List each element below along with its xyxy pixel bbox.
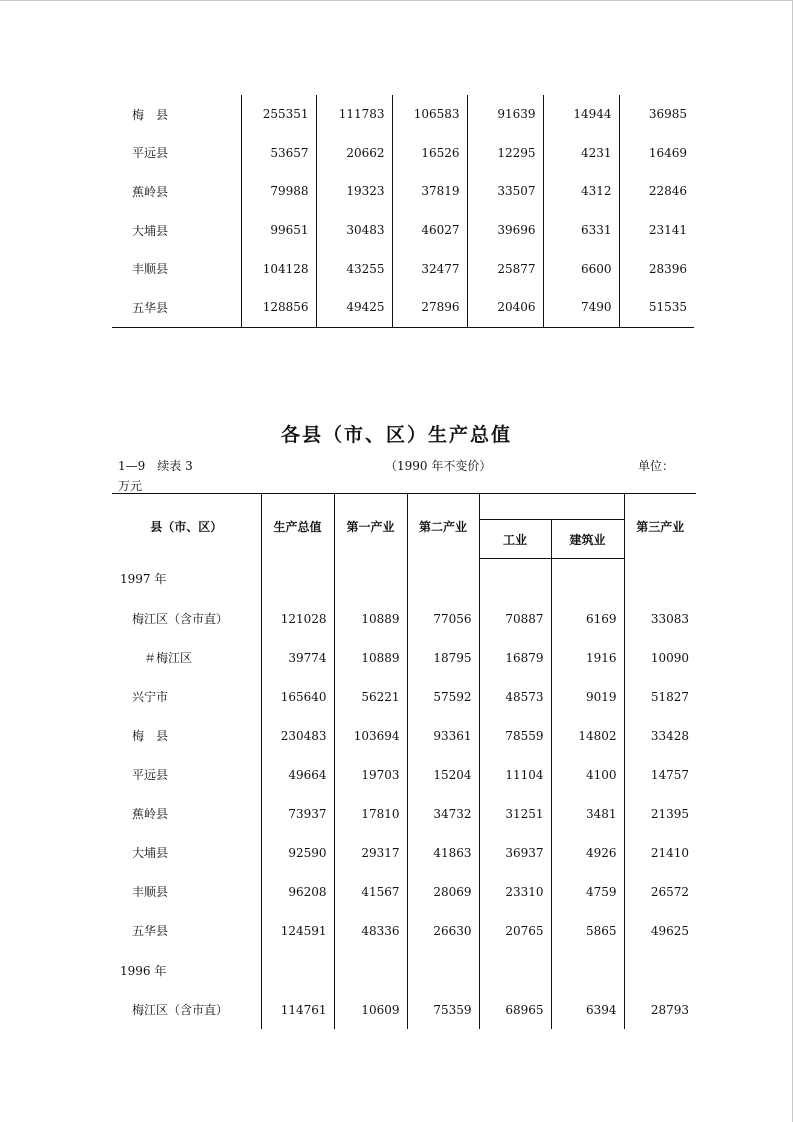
cell-value: 22846	[619, 172, 694, 211]
table-row	[112, 677, 696, 716]
empty-cell	[479, 950, 551, 990]
cell-value: 46027	[392, 211, 467, 250]
row-name: 平远县	[132, 768, 169, 782]
table-row	[112, 288, 694, 327]
cell-value: 96208	[261, 872, 334, 911]
cell-value: 4312	[543, 172, 619, 211]
empty-cell	[261, 950, 334, 990]
cell-value: 91639	[467, 95, 543, 134]
cell-value: 3481	[551, 794, 624, 833]
cell-value: 28396	[619, 249, 694, 288]
cell-value: 51827	[624, 677, 696, 716]
cell-value: 39774	[261, 638, 334, 677]
cell-value: 28793	[624, 990, 696, 1029]
cell-value: 6331	[543, 211, 619, 250]
page-title: 各县（市、区）生产总值	[280, 424, 512, 446]
cell-value: 5865	[551, 911, 624, 950]
cell-value: 26572	[624, 872, 696, 911]
empty-cell	[479, 559, 551, 600]
table-row	[112, 249, 694, 288]
cell-value: 36985	[619, 95, 694, 134]
row-name: 兴宁市	[132, 690, 169, 704]
cell-value: 10889	[334, 599, 407, 638]
cell-value: 70887	[479, 599, 551, 638]
gdp-table	[112, 493, 696, 1029]
row-name: 丰顺县	[132, 885, 169, 899]
cell-value: 6600	[543, 249, 619, 288]
unit-value: 万元	[118, 479, 143, 493]
row-name: 蕉岭县	[132, 184, 169, 199]
cell-value: 4231	[543, 134, 619, 173]
header-construction: 建筑业	[551, 520, 624, 559]
cell-value: 15204	[407, 755, 479, 794]
table-row	[112, 990, 696, 1029]
row-name: 丰顺县	[132, 262, 169, 277]
cell-value: 33507	[467, 172, 543, 211]
empty-cell	[624, 559, 696, 600]
continued-table	[112, 95, 694, 328]
cell-value: 18795	[407, 638, 479, 677]
header-secondary: 第二产业	[407, 494, 479, 559]
cell-value: 77056	[407, 599, 479, 638]
cell-value: 23141	[619, 211, 694, 250]
cell-value: 128856	[241, 288, 316, 327]
cell-value: 53657	[241, 134, 316, 173]
row-name: ＃梅江区	[144, 651, 193, 665]
empty-cell	[407, 559, 479, 600]
cell-value: 33428	[624, 716, 696, 755]
cell-value: 6394	[551, 990, 624, 1029]
cell-value: 43255	[316, 249, 392, 288]
cell-value: 9019	[551, 677, 624, 716]
cell-value: 14802	[551, 716, 624, 755]
cell-value: 124591	[261, 911, 334, 950]
table-number: 1—9 续表 3	[118, 459, 193, 473]
empty-cell	[551, 559, 624, 600]
cell-value: 121028	[261, 599, 334, 638]
cell-value: 29317	[334, 833, 407, 872]
cell-value: 20765	[479, 911, 551, 950]
header-secondary-breakdown	[479, 494, 624, 520]
table-body	[112, 559, 696, 1030]
cell-value: 28069	[407, 872, 479, 911]
empty-cell	[334, 559, 407, 600]
row-name: 五华县	[112, 288, 241, 327]
price-note: （1990 年不变价）	[385, 459, 492, 473]
cell-value: 51535	[619, 288, 694, 327]
header-primary: 第一产业	[334, 494, 407, 559]
cell-value: 111783	[316, 95, 392, 134]
cell-value: 20406	[467, 288, 543, 327]
cell-value: 25877	[467, 249, 543, 288]
empty-cell	[624, 950, 696, 990]
cell-value: 68965	[479, 990, 551, 1029]
table-row	[112, 872, 696, 911]
cell-value: 255351	[241, 95, 316, 134]
cell-value: 19703	[334, 755, 407, 794]
cell-value: 30483	[316, 211, 392, 250]
cell-value: 49664	[261, 755, 334, 794]
cell-value: 37819	[392, 172, 467, 211]
cell-value: 48336	[334, 911, 407, 950]
year-row	[112, 559, 696, 600]
table-row	[112, 172, 694, 211]
cell-value: 17810	[334, 794, 407, 833]
cell-value: 14944	[543, 95, 619, 134]
cell-value: 21410	[624, 833, 696, 872]
cell-value: 16879	[479, 638, 551, 677]
continued-table-body	[112, 95, 694, 327]
cell-value: 26630	[407, 911, 479, 950]
row-name: 梅 县	[132, 729, 169, 743]
table-row	[112, 211, 694, 250]
cell-value: 7490	[543, 288, 619, 327]
cell-value: 23310	[479, 872, 551, 911]
cell-value: 73937	[261, 794, 334, 833]
row-name: 蕉岭县	[132, 807, 169, 821]
cell-value: 16469	[619, 134, 694, 173]
empty-cell	[551, 950, 624, 990]
year-row	[112, 950, 696, 990]
cell-value: 57592	[407, 677, 479, 716]
table-row	[112, 794, 696, 833]
cell-value: 16526	[392, 134, 467, 173]
cell-value: 49625	[624, 911, 696, 950]
row-name: 大埔县	[132, 846, 169, 860]
table-header	[112, 494, 696, 559]
row-name: 梅江区（含市直）	[132, 612, 229, 626]
cell-value: 6169	[551, 599, 624, 638]
empty-cell	[261, 559, 334, 600]
row-name: 五华县	[132, 924, 169, 938]
cell-value: 92590	[261, 833, 334, 872]
table-row	[112, 638, 696, 677]
table-row	[112, 134, 694, 173]
unit-label: 单位：	[638, 459, 675, 473]
table-row	[112, 911, 696, 950]
cell-value: 10090	[624, 638, 696, 677]
empty-cell	[334, 950, 407, 990]
cell-value: 21395	[624, 794, 696, 833]
table-row	[112, 755, 696, 794]
cell-value: 33083	[624, 599, 696, 638]
cell-value: 32477	[392, 249, 467, 288]
header-tertiary: 第三产业	[624, 494, 696, 559]
cell-value: 78559	[479, 716, 551, 755]
cell-value: 20662	[316, 134, 392, 173]
row-name: 平远县	[132, 146, 169, 161]
cell-value: 4926	[551, 833, 624, 872]
cell-value: 79988	[241, 172, 316, 211]
cell-value: 19323	[316, 172, 392, 211]
header-county: 县（市、区）	[112, 494, 261, 559]
header-industry: 工业	[479, 520, 551, 559]
row-name: 梅江区（含市直）	[132, 1003, 229, 1017]
table-row	[112, 833, 696, 872]
cell-value: 49425	[316, 288, 392, 327]
cell-value: 14757	[624, 755, 696, 794]
cell-value: 39696	[467, 211, 543, 250]
year-label: 1996 年	[120, 963, 167, 978]
cell-value: 34732	[407, 794, 479, 833]
cell-value: 36937	[479, 833, 551, 872]
cell-value: 12295	[467, 134, 543, 173]
page-edge-top	[0, 0, 793, 1]
cell-value: 31251	[479, 794, 551, 833]
empty-cell	[407, 950, 479, 990]
year-label: 1997 年	[120, 572, 167, 587]
cell-value: 4100	[551, 755, 624, 794]
table-row	[112, 599, 696, 638]
cell-value: 4759	[551, 872, 624, 911]
cell-value: 103694	[334, 716, 407, 755]
cell-value: 10609	[334, 990, 407, 1029]
cell-value: 41863	[407, 833, 479, 872]
table-row	[112, 716, 696, 755]
header-gdp: 生产总值	[261, 494, 334, 559]
cell-value: 106583	[392, 95, 467, 134]
cell-value: 114761	[261, 990, 334, 1029]
cell-value: 165640	[261, 677, 334, 716]
cell-value: 93361	[407, 716, 479, 755]
cell-value: 99651	[241, 211, 316, 250]
row-name: 大埔县	[132, 223, 169, 238]
cell-value: 104128	[241, 249, 316, 288]
row-name: 梅 县	[132, 107, 169, 122]
cell-value: 10889	[334, 638, 407, 677]
cell-value: 75359	[407, 990, 479, 1029]
cell-value: 56221	[334, 677, 407, 716]
cell-value: 1916	[551, 638, 624, 677]
cell-value: 11104	[479, 755, 551, 794]
table-row	[112, 95, 694, 134]
cell-value: 230483	[261, 716, 334, 755]
cell-value: 41567	[334, 872, 407, 911]
cell-value: 27896	[392, 288, 467, 327]
cell-value: 48573	[479, 677, 551, 716]
